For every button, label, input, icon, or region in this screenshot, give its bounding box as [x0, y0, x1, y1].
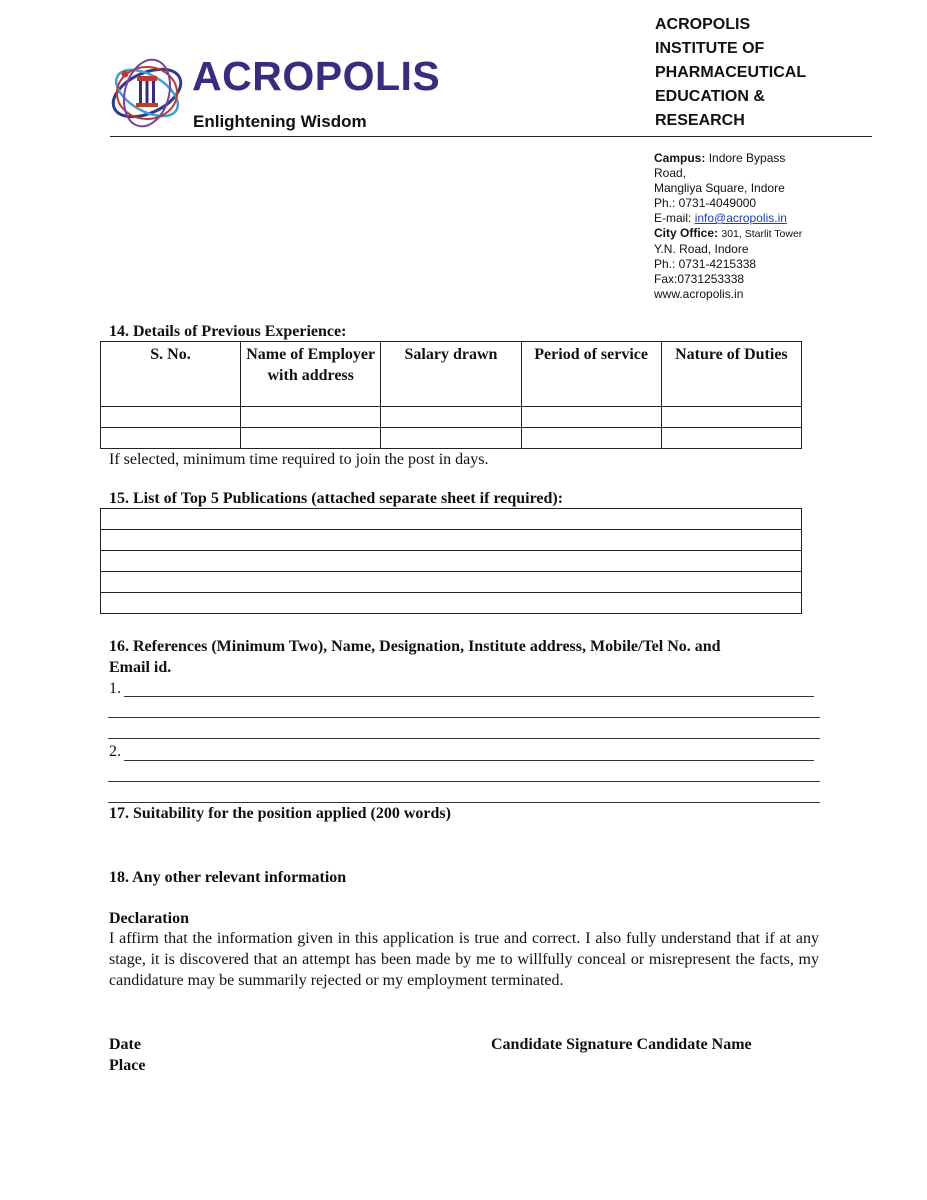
- campus-phone: Ph.: 0731-4049000: [654, 196, 757, 210]
- institute-name-line: INSTITUTE OF: [655, 40, 765, 57]
- declaration-text: I affirm that the information given in this application is true and correct. I also fully understand that if at any stage, it is discovered that an attempt has been made by me to willfully conceal or misrepresent the facts, my candidature may be summarily rejected or my employment terminated.: [109, 930, 819, 989]
- publication-entry[interactable]: [101, 530, 802, 551]
- reference-1-line[interactable]: [108, 738, 820, 739]
- pillar-globe-icon: [105, 48, 195, 138]
- reference-1-line[interactable]: [108, 717, 820, 718]
- signature-label: Candidate Signature Candidate Name: [491, 1036, 752, 1053]
- campus-label: Campus:: [654, 151, 706, 165]
- fax-number: Fax:0731253338: [654, 272, 745, 286]
- institute-name-line: PHARMACEUTICAL: [655, 64, 807, 81]
- publication-row: [101, 593, 802, 614]
- section-15-title: 15. List of Top 5 Publications (attached separate sheet if required):: [109, 490, 564, 507]
- column-header-employer: Name of Employer with address: [241, 342, 381, 407]
- publication-entry[interactable]: [101, 509, 802, 530]
- institute-name-line: EDUCATION &: [655, 88, 765, 105]
- date-label: Date: [109, 1036, 141, 1053]
- table-cell[interactable]: [381, 407, 521, 428]
- experience-table: [100, 341, 802, 449]
- table-cell[interactable]: [661, 407, 801, 428]
- publications-table: [100, 508, 802, 614]
- section-16-title-cont: Email id.: [109, 659, 172, 676]
- contact-block: [654, 151, 864, 302]
- city-office-line: Y.N. Road, Indore: [654, 242, 749, 256]
- email-link[interactable]: info@acropolis.in: [694, 211, 787, 225]
- reference-1-number: 1.: [109, 680, 121, 697]
- table-cell[interactable]: [241, 407, 381, 428]
- publication-entry[interactable]: [101, 572, 802, 593]
- publication-row: [101, 572, 802, 593]
- table-cell[interactable]: [381, 428, 521, 449]
- logo-tagline: Enlightening Wisdom: [193, 112, 367, 131]
- table-cell[interactable]: [521, 428, 661, 449]
- campus-line: Mangliya Square, Indore: [654, 181, 785, 195]
- institute-name-line: RESEARCH: [655, 112, 745, 129]
- header-divider: [110, 136, 872, 137]
- table-cell[interactable]: [661, 428, 801, 449]
- reference-2-line[interactable]: [124, 760, 814, 761]
- section-16-title: 16. References (Minimum Two), Name, Designation, Institute address, Mobile/Tel No. and: [109, 638, 721, 655]
- column-header-salary: Salary drawn: [381, 342, 521, 407]
- joining-time-note: If selected, minimum time required to join the post in days.: [109, 451, 489, 468]
- table-cell[interactable]: [521, 407, 661, 428]
- publication-entry[interactable]: [101, 593, 802, 614]
- institute-name-line: ACROPOLIS: [655, 16, 751, 33]
- reference-2-line[interactable]: [108, 802, 820, 803]
- email-label: E-mail:: [654, 211, 692, 225]
- reference-1-line[interactable]: [124, 696, 814, 697]
- city-office-label: City Office:: [654, 226, 719, 240]
- declaration-title: Declaration: [109, 910, 189, 927]
- table-row: [101, 407, 802, 428]
- publication-row: [101, 530, 802, 551]
- table-cell[interactable]: [241, 428, 381, 449]
- column-header-period: Period of service: [521, 342, 661, 407]
- city-phone: Ph.: 0731-4215338: [654, 257, 757, 271]
- logo-wordmark: ACROPOLIS: [192, 53, 441, 99]
- section-14-title: 14. Details of Previous Experience:: [109, 323, 347, 340]
- reference-2-line[interactable]: [108, 781, 820, 782]
- column-header-sno: S. No.: [101, 342, 241, 407]
- campus-line: Indore Bypass: [708, 151, 786, 165]
- institute-name: [655, 13, 885, 133]
- section-18-title: 18. Any other relevant information: [109, 869, 347, 886]
- publication-entry[interactable]: [101, 551, 802, 572]
- website: www.acropolis.in: [654, 287, 744, 301]
- column-header-duties: Nature of Duties: [661, 342, 801, 407]
- publication-row: [101, 551, 802, 572]
- place-label: Place: [109, 1057, 146, 1074]
- campus-line: Road,: [654, 166, 687, 180]
- table-cell[interactable]: [101, 428, 241, 449]
- table-cell[interactable]: [101, 407, 241, 428]
- publication-row: [101, 509, 802, 530]
- reference-2-number: 2.: [109, 743, 121, 760]
- city-office-line: 301, Starlit Tower: [721, 228, 803, 240]
- table-row: [101, 428, 802, 449]
- section-17-title: 17. Suitability for the position applied (200 words): [109, 805, 451, 822]
